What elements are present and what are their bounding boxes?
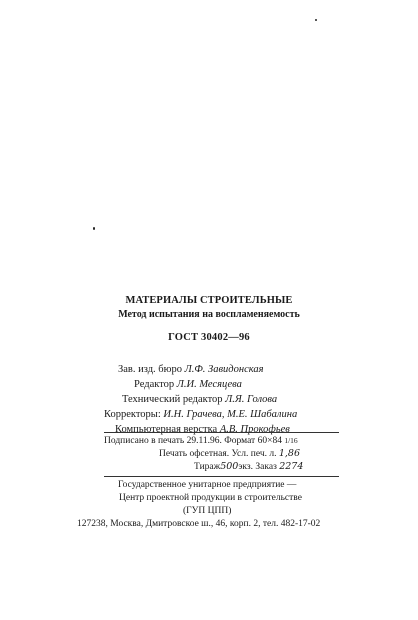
order-value: 2274 xyxy=(279,461,304,472)
credit-person: Л.Ф. Завидонская xyxy=(184,364,264,375)
sheets-label: Печать офсетная. Усл. печ. л. xyxy=(159,449,277,459)
publisher-address: 127238, Москва, Дмитровское ш., 46, корп. 2, тел. 482-17-02 xyxy=(77,519,321,529)
publisher-abbreviation: (ГУП ЦПП) xyxy=(183,506,232,516)
sheets-line xyxy=(159,447,300,460)
credit-line xyxy=(104,407,297,422)
run-label: Тираж xyxy=(194,462,221,472)
print-run-line xyxy=(194,460,303,473)
credit-role: Редактор xyxy=(134,379,175,390)
signed-label: Подписано в печать 29.11.96. Формат 60×84 xyxy=(104,436,282,446)
credit-person: А.В. Прокофьев xyxy=(219,424,290,435)
print-speck xyxy=(93,227,95,230)
credit-line xyxy=(122,392,277,407)
publisher-name-line: Центр проектной продукции в строительстве xyxy=(119,493,302,503)
credit-person: И.Н. Грачева, М.Е. Шабалина xyxy=(163,409,298,420)
credit-role: Компьютерная верстка xyxy=(115,424,218,435)
credit-role: Технический редактор xyxy=(122,394,223,405)
divider-rule xyxy=(104,476,339,477)
format-fraction: 1/16 xyxy=(284,436,298,445)
credit-line xyxy=(134,377,242,392)
credit-person: Л.Я. Голова xyxy=(225,394,278,405)
run-value: 500 xyxy=(220,461,239,472)
print-speck xyxy=(315,19,317,21)
credit-role: Зав. изд. бюро xyxy=(118,364,182,375)
document-subtitle: Метод испытания на воспламеняемость xyxy=(118,309,300,320)
signed-to-print-line xyxy=(104,434,298,447)
document-title: МАТЕРИАЛЫ СТРОИТЕЛЬНЫЕ xyxy=(125,295,293,306)
publisher-name-line: Государственное унитарное предприятие — xyxy=(118,480,297,490)
credit-role: Корректоры: xyxy=(104,409,161,420)
run-unit: экз. Заказ xyxy=(238,462,277,472)
standard-number: ГОСТ 30402—96 xyxy=(168,332,250,343)
divider-rule xyxy=(104,432,339,433)
sheets-value: 1,86 xyxy=(278,448,301,459)
credit-person: Л.И. Месяцева xyxy=(176,379,242,390)
credit-line xyxy=(118,362,264,377)
